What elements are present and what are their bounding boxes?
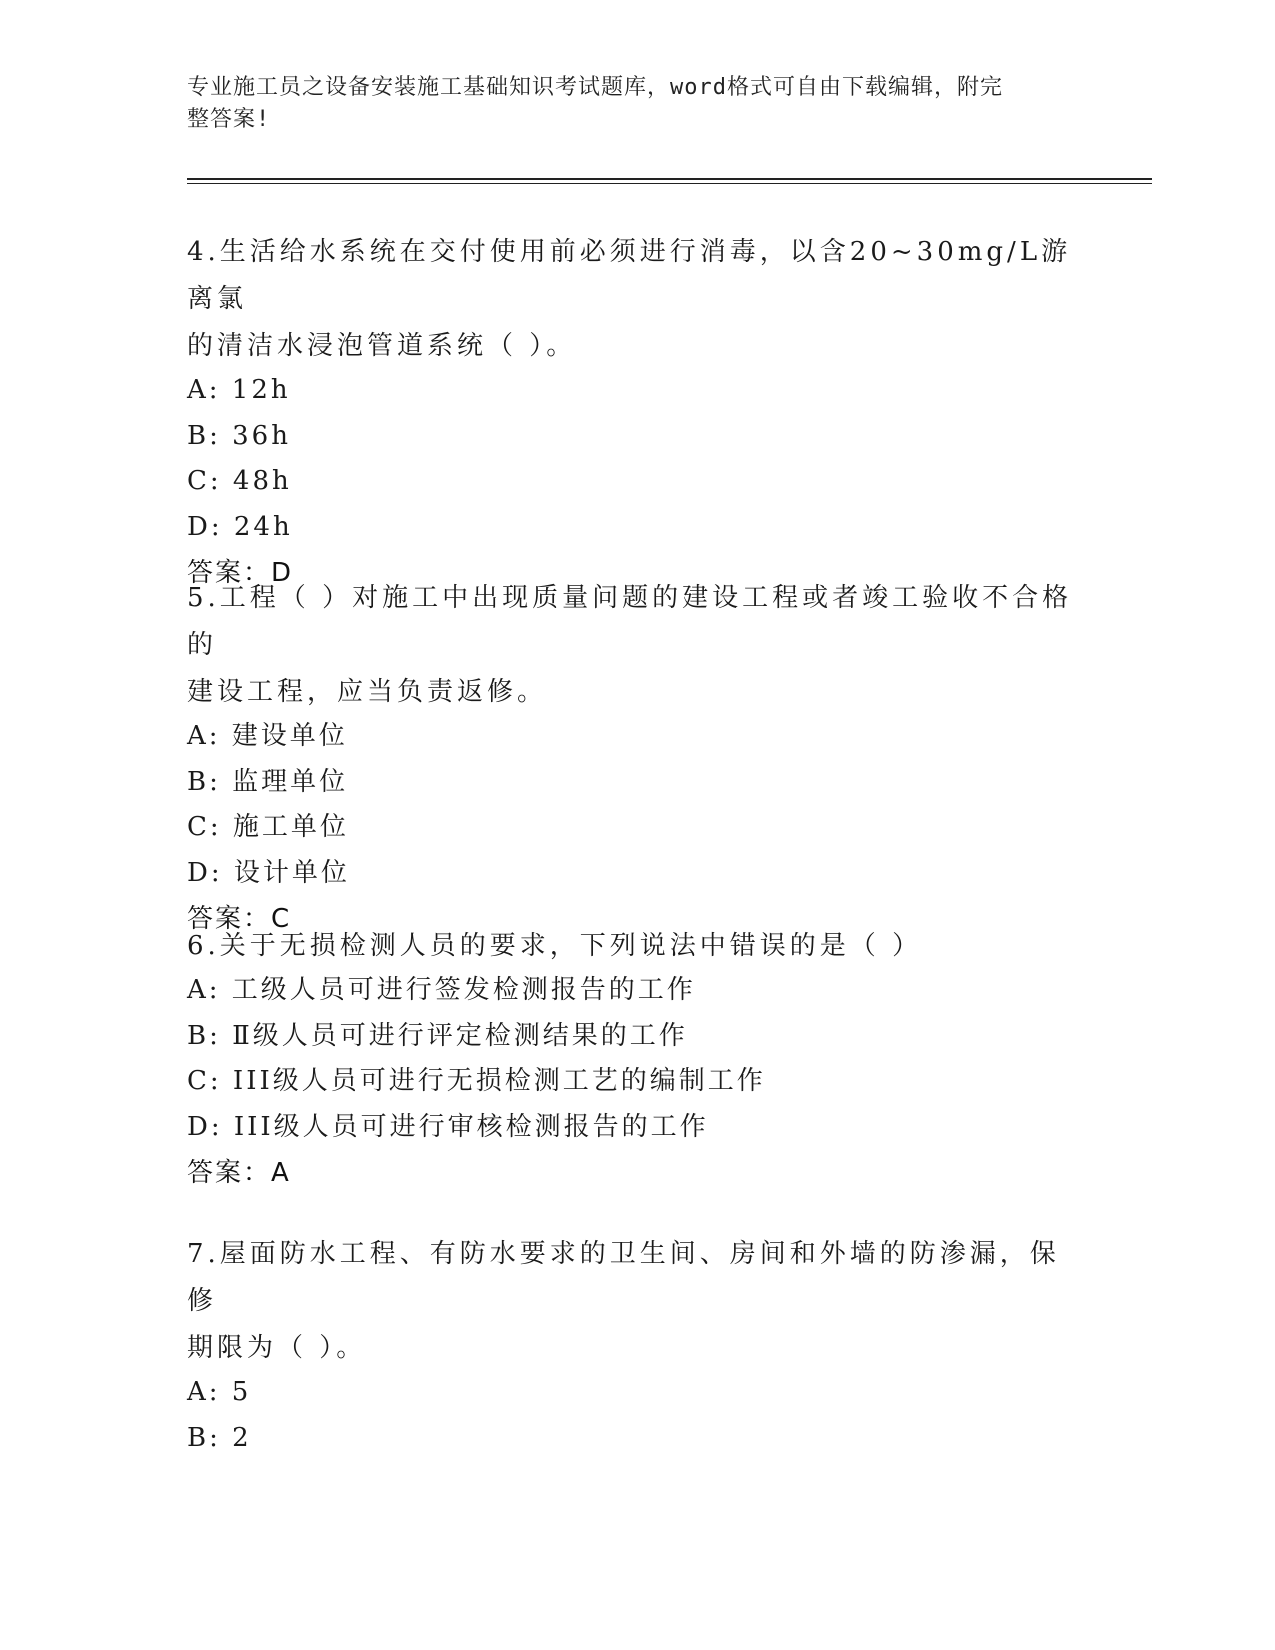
question-5: [187, 575, 1087, 942]
question-stem-line-1: 7.屋面防水工程、有防水要求的卫生间、房间和外墙的防渗漏，保修: [187, 1239, 1060, 1316]
option-d: D: 设计单位: [187, 857, 350, 888]
question-stem-line-1: 6.关于无损检测人员的要求，下列说法中错误的是（ ）: [187, 931, 923, 961]
option-c: C: 48h: [187, 466, 292, 496]
option-b: B: Ⅱ级人员可进行评定检测结果的工作: [187, 1020, 688, 1051]
option-c: C: III级人员可进行无损检测工艺的编制工作: [187, 1066, 766, 1096]
option-b: B: 36h: [187, 420, 291, 451]
question-stem-line-2: 期限为（ ）。: [187, 1333, 367, 1363]
option-d: D: 24h: [187, 511, 293, 542]
option-a: A: 5: [187, 1377, 252, 1407]
question-7: [187, 1231, 1087, 1461]
option-b: B: 2: [187, 1422, 252, 1453]
header-divider-thick: [187, 178, 1152, 180]
option-c: C: 施工单位: [187, 812, 349, 842]
question-6: [187, 923, 1087, 1196]
question-stem-line-1: 5.工程（ ）对施工中出现质量问题的建设工程或者竣工验收不合格的: [187, 583, 1073, 660]
question-stem-line-2: 的清洁水浸泡管道系统（ ）。: [187, 331, 577, 361]
answer-text: 答案：C: [187, 904, 292, 934]
header-divider-thin: [187, 183, 1152, 184]
option-b: B: 监理单位: [187, 766, 349, 797]
answer-text: 答案：A: [187, 1158, 291, 1188]
answer-text: 答案：D: [187, 558, 294, 588]
document-header: [187, 72, 1067, 136]
question-4: [187, 229, 1087, 596]
option-a: A: 建设单位: [187, 721, 348, 751]
option-d: D: III级人员可进行审核检测报告的工作: [187, 1111, 709, 1142]
question-stem-line-2: 建设工程，应当负责返修。: [187, 677, 548, 707]
header-title-line-1: 专业施工员之设备安装施工基础知识考试题库，word格式可自由下载编辑，附完: [187, 75, 1003, 100]
option-a: A: 12h: [187, 375, 291, 405]
option-a: A: 工级人员可进行签发检测报告的工作: [187, 975, 696, 1005]
question-stem-line-1: 4.生活给水系统在交付使用前必须进行消毒，以含20~30mg/L游离氯: [187, 237, 1072, 314]
header-title-line-2: 整答案!: [187, 107, 271, 132]
